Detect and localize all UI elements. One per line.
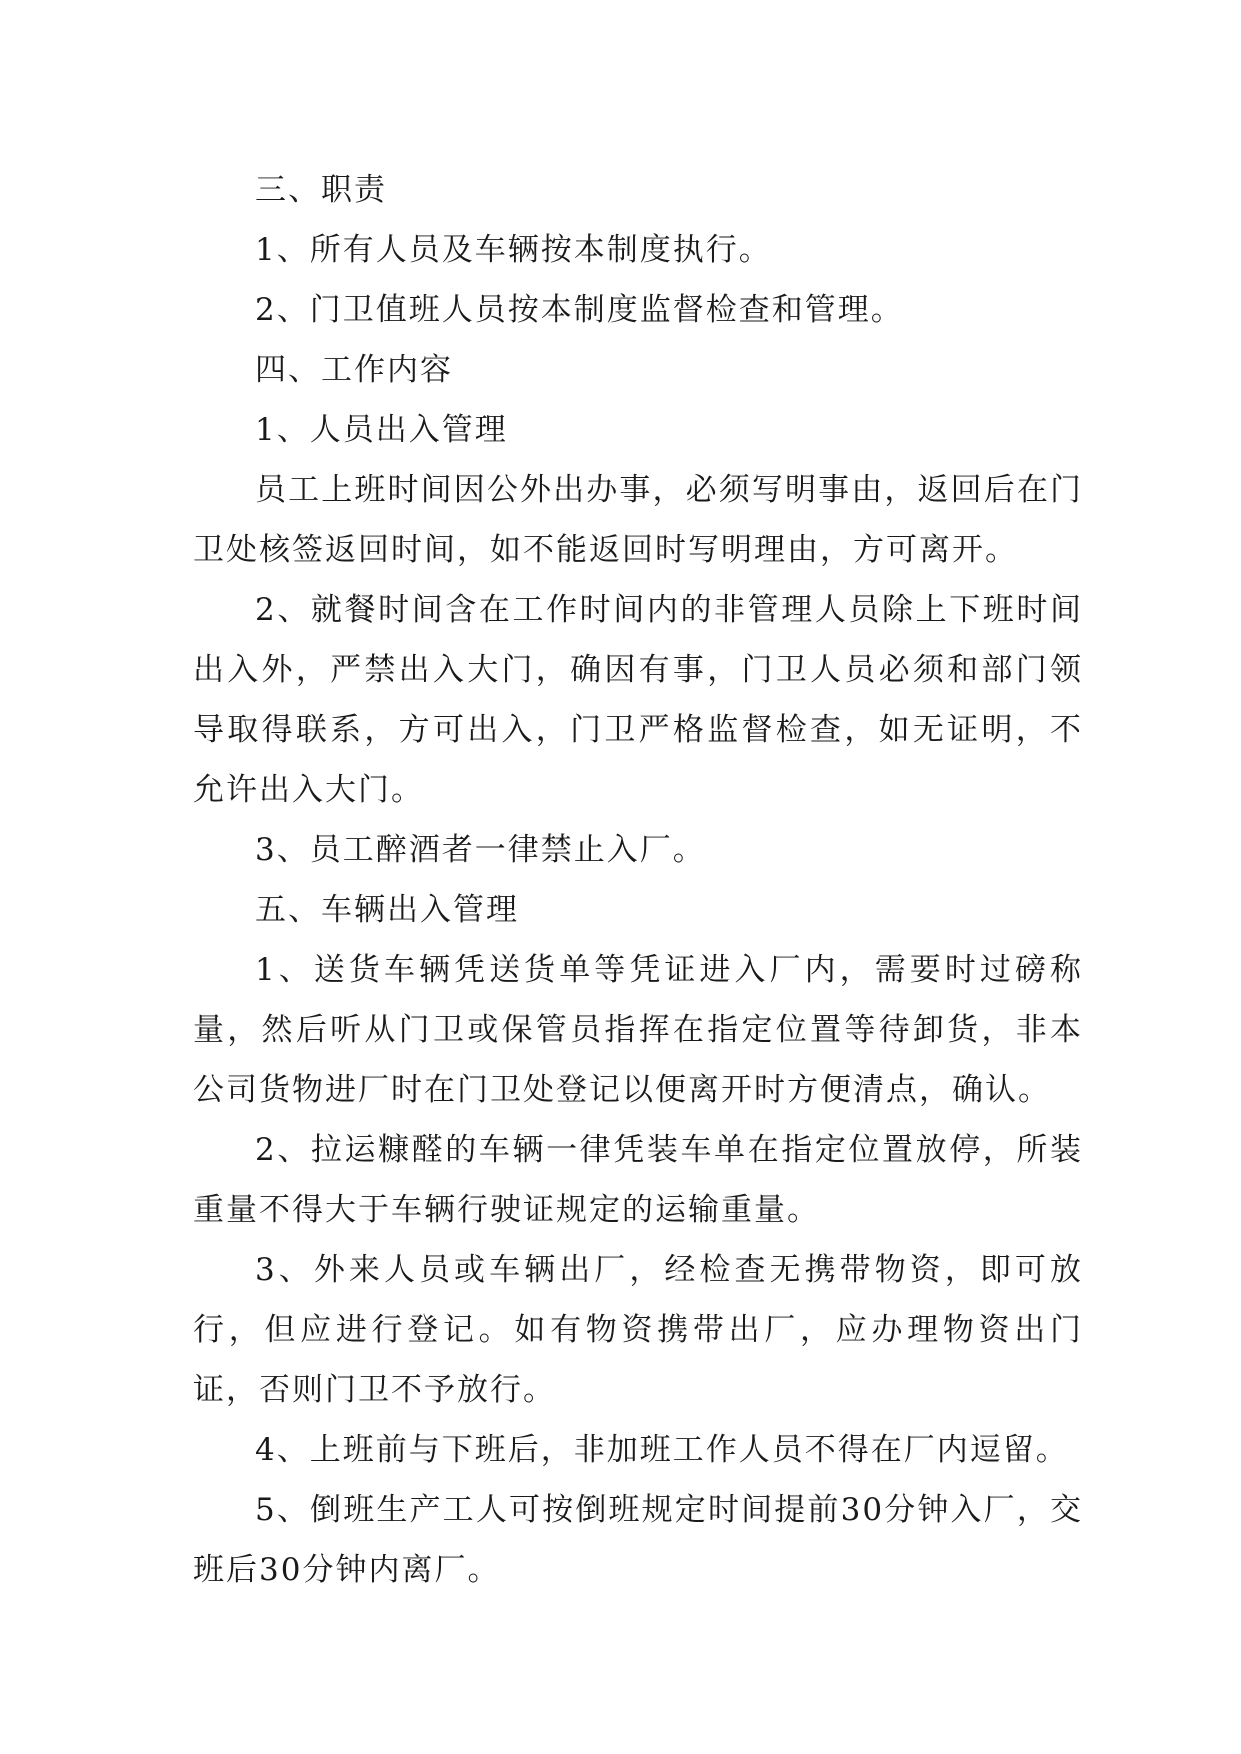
document-body [193, 160, 1083, 1600]
paragraph: 2、拉运糠醛的车辆一律凭装车单在指定位置放停，所装重量不得大于车辆行驶证规定的运输重量。 [193, 1132, 1083, 1228]
section-heading-vehicle-access: 五、车辆出入管理 [255, 892, 519, 928]
section-heading-duties: 三、职责 [255, 172, 387, 208]
paragraph: 3、外来人员或车辆出厂，经检查无携带物资，即可放行，但应进行登记。如有物资携带出厂，应办理物资出门证，否则门卫不予放行。 [193, 1252, 1083, 1408]
paragraph: 2、就餐时间含在工作时间内的非管理人员除上下班时间出入外，严禁出入大门，确因有事，门卫人员必须和部门领导取得联系，方可出入，门卫严格监督检查，如无证明，不允许出入大门。 [193, 592, 1083, 808]
paragraph: 1、送货车辆凭送货单等凭证进入厂内，需要时过磅称量，然后听从门卫或保管员指挥在指定位置等待卸货，非本公司货物进厂时在门卫处登记以便离开时方便清点，确认。 [193, 952, 1083, 1108]
paragraph: 4、上班前与下班后，非加班工作人员不得在厂内逗留。 [255, 1432, 1069, 1468]
paragraph: 3、员工醉酒者一律禁止入厂。 [255, 832, 706, 868]
paragraph: 1、所有人员及车辆按本制度执行。 [255, 232, 772, 268]
paragraph: 5、倒班生产工人可按倒班规定时间提前30分钟入厂，交班后30分钟内离厂。 [193, 1492, 1083, 1588]
paragraph: 2、门卫值班人员按本制度监督检查和管理。 [255, 292, 904, 328]
paragraph: 员工上班时间因公外出办事，必须写明事由，返回后在门卫处核签返回时间，如不能返回时写明理由，方可离开。 [193, 472, 1083, 568]
subheading-personnel-access: 1、人员出入管理 [255, 412, 508, 448]
section-heading-work-content: 四、工作内容 [255, 352, 453, 388]
